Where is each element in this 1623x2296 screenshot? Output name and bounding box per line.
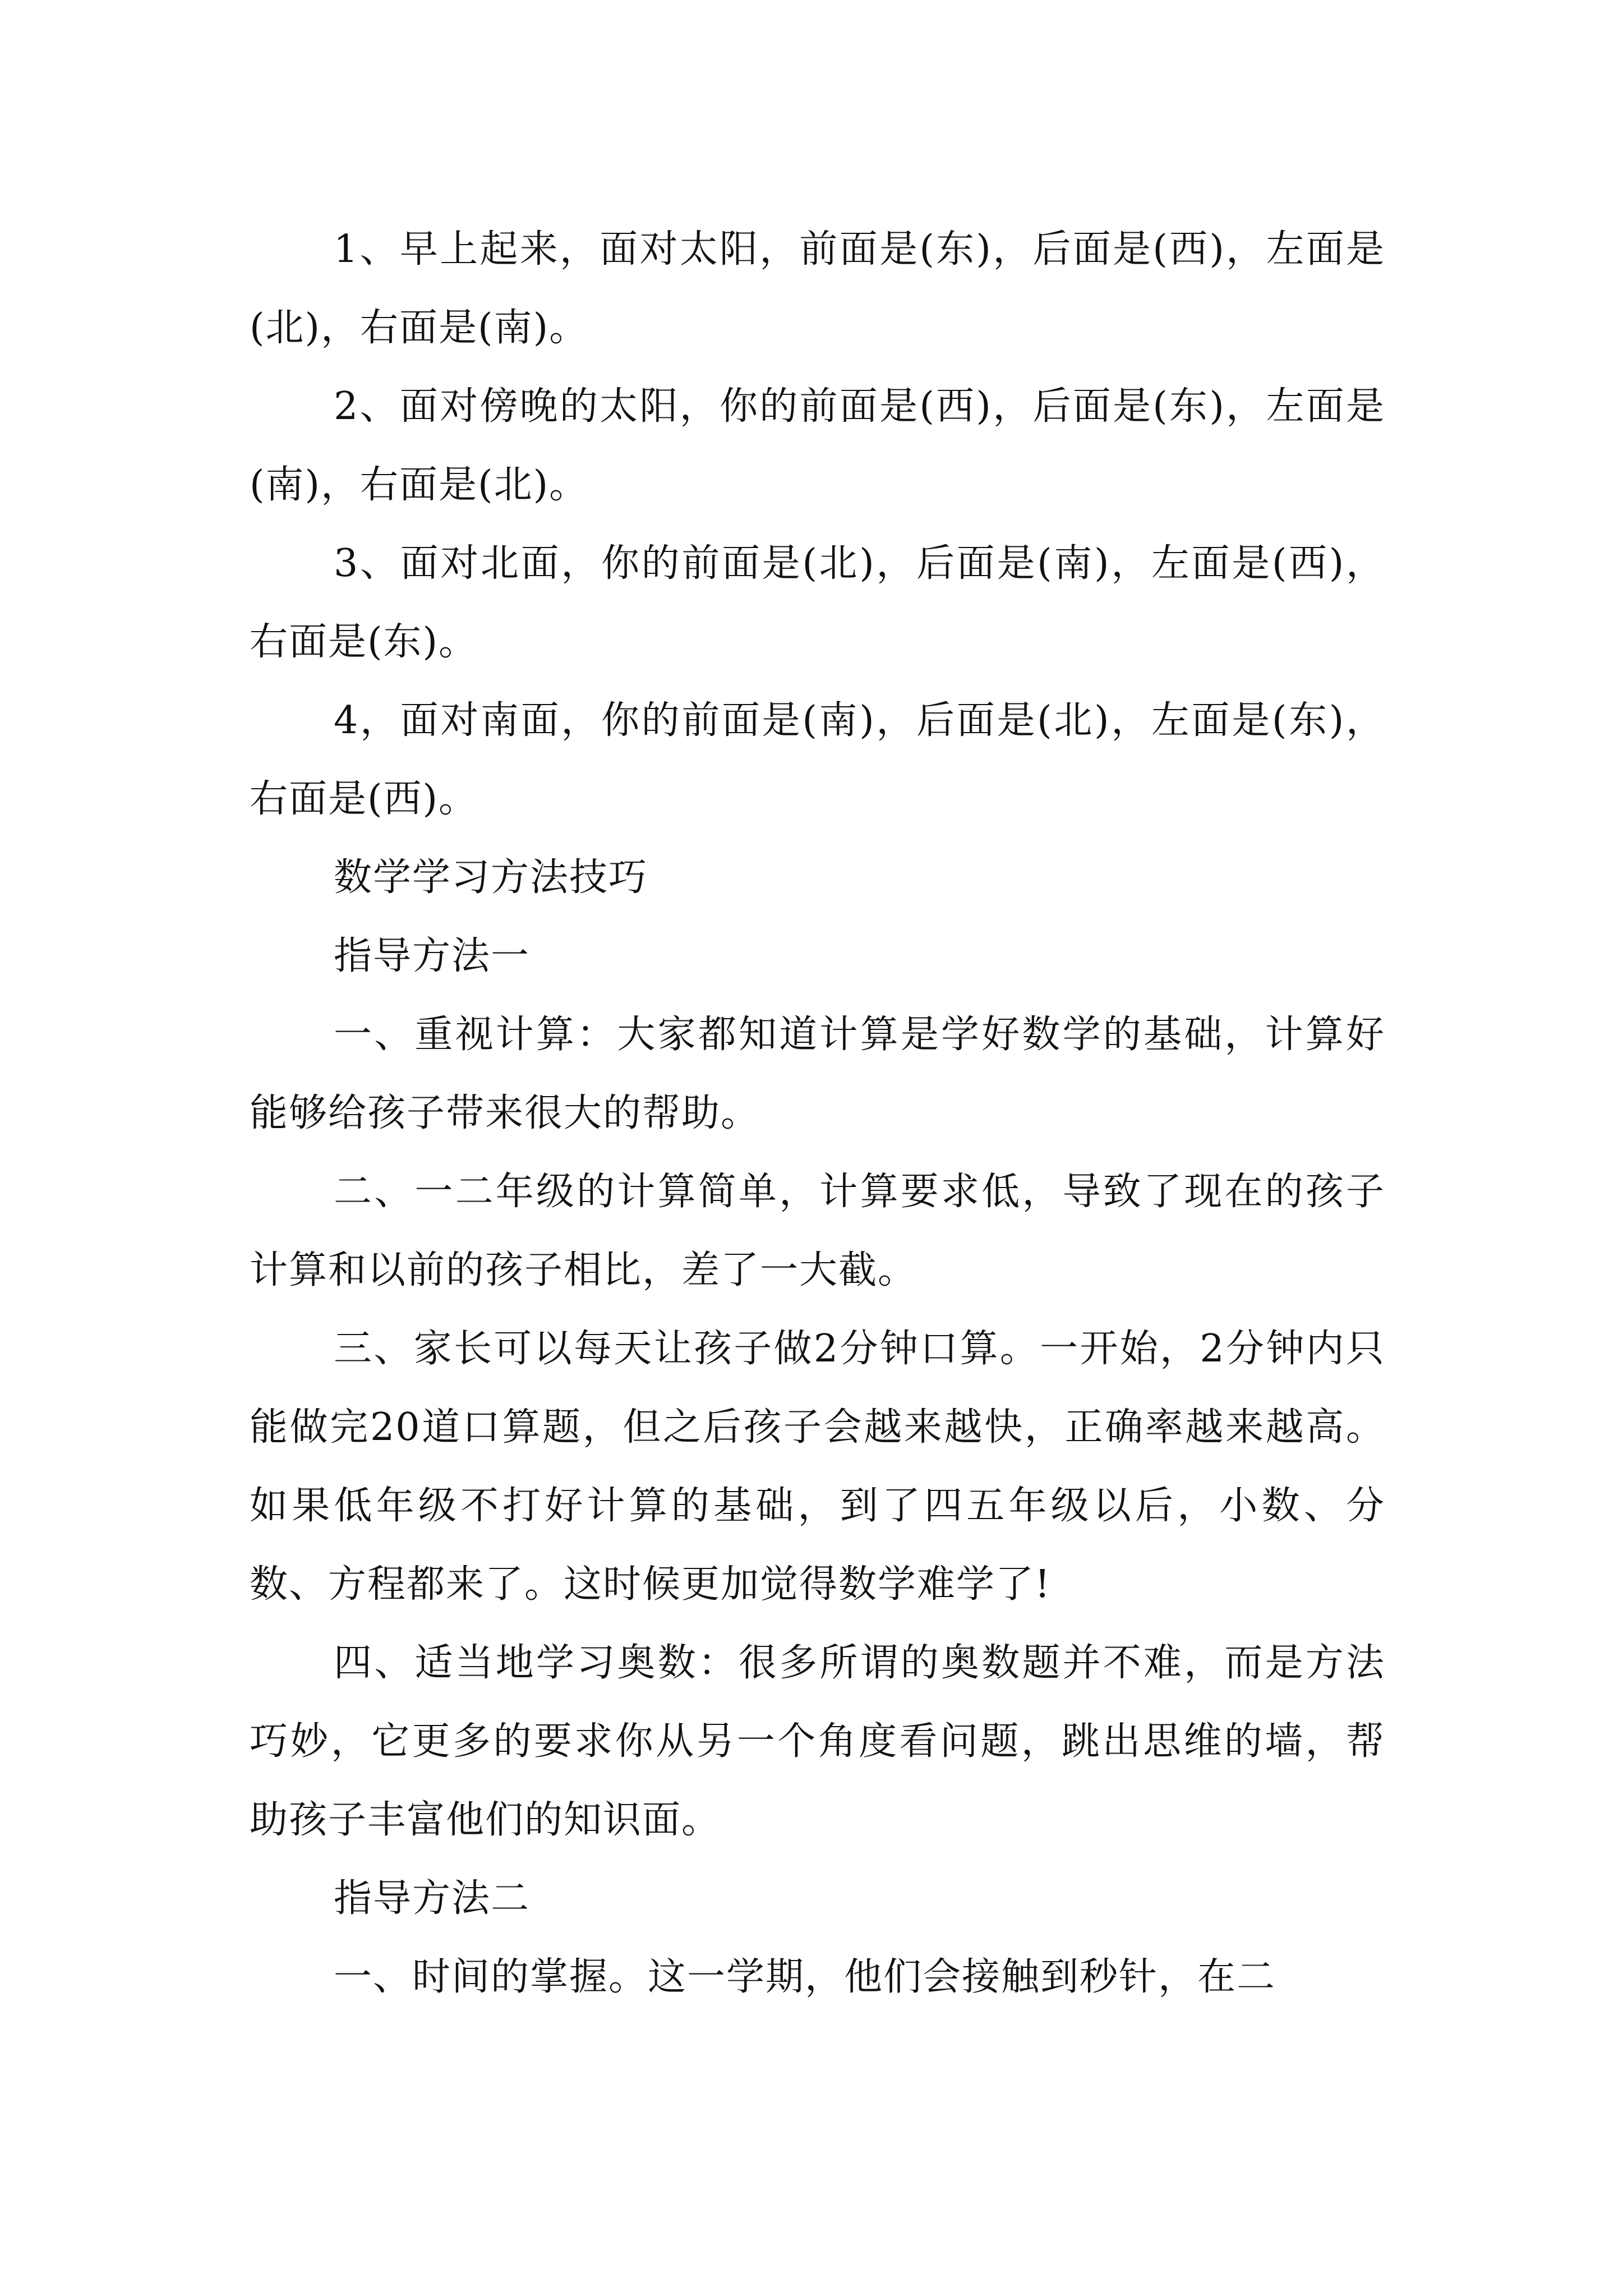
section-heading-math-methods: 数学学习方法技巧 xyxy=(334,855,648,900)
paragraph-direction-south: 4，面对南面，你的前面是(南)，后面是(北)，左面是(东)，右面是(西)。 xyxy=(250,698,1385,821)
paragraph-direction-morning: 1、早上起来，面对太阳，前面是(东)，后面是(西)，左面是(北)，右面是(南)。 xyxy=(250,227,1385,350)
paragraph-grade-one-two: 二、一二年级的计算简单，计算要求低，导致了现在的孩子计算和以前的孩子相比，差了一大截。 xyxy=(250,1170,1385,1292)
document-body xyxy=(250,210,1385,2017)
paragraph-direction-north: 3、面对北面，你的前面是(北)，后面是(南)，左面是(西)，右面是(东)。 xyxy=(250,541,1385,664)
subheading-method-two: 指导方法二 xyxy=(334,1876,531,1921)
paragraph-oral-arithmetic: 三、家长可以每天让孩子做2分钟口算。一开始，2分钟内只能做完20道口算题，但之后孩子会越来越快，正确率越来越高。如果低年级不打好计算的基础，到了四五年级以后，小数、分数、方程都来了。这时候更加觉得数学难学了! xyxy=(250,1327,1385,1607)
paragraph-direction-evening: 2、面对傍晚的太阳，你的前面是(西)，后面是(东)，左面是(南)，右面是(北)。 xyxy=(250,384,1385,507)
paragraph-olympiad-math: 四、适当地学习奥数：很多所谓的奥数题并不难，而是方法巧妙，它更多的要求你从另一个角度看问题，跳出思维的墙，帮助孩子丰富他们的知识面。 xyxy=(250,1641,1385,1842)
paragraph-calculation: 一、重视计算：大家都知道计算是学好数学的基础，计算好能够给孩子带来很大的帮助。 xyxy=(250,1013,1385,1135)
subheading-method-one: 指导方法一 xyxy=(334,934,531,978)
paragraph-time-mastery: 一、时间的掌握。这一学期，他们会接触到秒针，在二 xyxy=(334,1955,1276,1999)
